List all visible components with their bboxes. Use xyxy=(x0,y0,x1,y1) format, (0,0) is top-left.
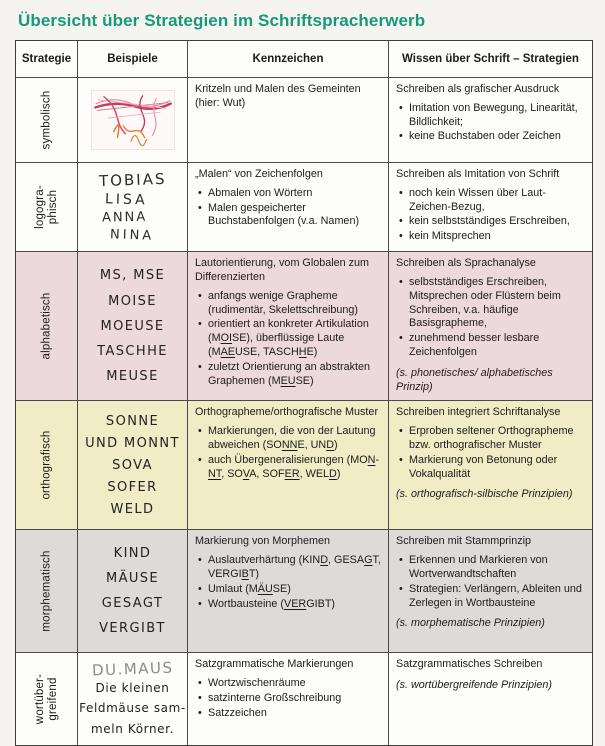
wissen-cell-logographisch xyxy=(389,163,592,252)
example-cell-wortuebergreifend xyxy=(78,653,188,745)
wissen-cell-alphabetisch xyxy=(389,252,592,401)
strategy-line: morphematisch xyxy=(39,550,52,632)
bullet-item: • kein Mitsprechen xyxy=(396,230,585,244)
bullet-item: • kein selbstständiges Erschreiben, xyxy=(396,215,585,229)
cell-heading: Satzgrammatische Markierungen xyxy=(195,658,354,671)
example-word: MS, MSE xyxy=(99,268,166,284)
strategy-line: logogra- xyxy=(33,185,46,229)
table-row-orthografisch xyxy=(16,401,592,530)
cell-heading: „Malen“ von Zeichenfolgen xyxy=(195,168,323,180)
bullet-item: • Umlaut (MÄUSE) xyxy=(195,583,381,597)
bullet-item: • Abmalen von Wörtern xyxy=(195,187,381,201)
bullet-item: • keine Buchstaben oder Zeichen xyxy=(396,130,585,144)
example-word: WELD xyxy=(110,501,155,517)
strategy-line: alphabetisch xyxy=(39,292,52,360)
bullet-item: • Markierungen, die von der Lautung abweichen (SONNE, UND) xyxy=(195,425,381,453)
cell-heading: Orthographeme/orthografische Muster xyxy=(195,406,379,419)
bullet-item: • Malen gespeicherter Buchstabenfolgen (v.a. Namen) xyxy=(195,202,381,230)
header-strategie: Strategie xyxy=(16,41,78,78)
example-word: UND MONNT xyxy=(85,436,180,452)
bullet-item: • Erkennen und Markieren von Wortverwandtschaften xyxy=(396,554,585,582)
example-cell-orthografisch xyxy=(78,401,188,530)
example-word: SOVA xyxy=(112,457,153,473)
table-row-alphabetisch xyxy=(16,252,592,401)
cell-heading: Kritzeln und Malen des Gemeinten (hier: Wut) xyxy=(195,83,361,109)
kennzeichen-cell-wortuebergreifend xyxy=(188,653,389,745)
wissen-cell-morphematisch xyxy=(389,530,592,653)
example-word: SOFER xyxy=(107,479,158,495)
kennzeichen-cell-symbolisch xyxy=(188,78,389,163)
header-beispiele: Beispiele xyxy=(78,41,188,78)
table-row-wortuebergreifend xyxy=(16,653,592,745)
example-word: TASCHHE xyxy=(97,343,168,359)
example-cell-logographisch xyxy=(78,163,188,252)
example-cell-morphematisch xyxy=(78,530,188,653)
example-word: MÄUSE xyxy=(105,571,160,587)
strategy-label-alphabetisch xyxy=(16,252,78,401)
table-header-row xyxy=(16,41,592,78)
bullet-item: • selbstständiges Erschreiben, Mitsprechen oder Flüstern beim Schreiben, v.a. häufige Basisgrapheme, xyxy=(396,276,585,331)
strategy-label-symbolisch xyxy=(16,78,78,163)
table-row-logographisch xyxy=(16,163,592,252)
kennzeichen-cell-morphematisch xyxy=(188,530,389,653)
strategy-label-logographisch xyxy=(16,163,78,252)
bullet-item: • Satzzeichen xyxy=(195,707,381,721)
example-sentence-line: meln Körner. xyxy=(91,721,174,736)
wissen-cell-wortuebergreifend xyxy=(389,653,592,745)
example-sentence-line: Die kleinen xyxy=(95,680,170,695)
strategy-line: wortüber- xyxy=(33,674,46,725)
strategies-table xyxy=(15,40,593,746)
bullet-item: • noch kein Wissen über Laut-Zeichen-Bezug, xyxy=(396,187,585,215)
kennzeichen-cell-orthografisch xyxy=(188,401,389,530)
page-title: Übersicht über Strategien im Schriftspracherwerb xyxy=(18,11,426,30)
cell-heading: Schreiben als Imitation von Schrift xyxy=(396,168,560,180)
cell-heading: Lautorientierung, vom Globalen zum Differenzierten xyxy=(195,257,370,283)
header-wissen: Wissen über Schrift – Strategien xyxy=(389,41,592,78)
bullet-item: • Wortbausteine (VERGIBT) xyxy=(195,598,381,612)
example-word: GESAGT xyxy=(101,596,164,612)
example-word: VERGIBT xyxy=(99,621,166,637)
table-row-symbolisch xyxy=(16,78,592,163)
bullet-item: • anfangs wenige Grapheme (rudimentär, Skelettschreibung) xyxy=(195,290,381,318)
cell-heading: Schreiben integriert Schriftanalyse xyxy=(396,406,561,419)
bullet-item: • Wortzwischenräume xyxy=(195,677,381,691)
kennzeichen-cell-logographisch xyxy=(188,163,389,252)
strategy-line: phisch xyxy=(46,189,59,225)
example-word: KIND xyxy=(113,546,152,562)
example-word: MOISE xyxy=(108,293,157,309)
bullet-item: • auch Übergeneralisierungen (MON-NT, SOVA, SOFER, WELD) xyxy=(195,454,381,482)
strategy-label-morphematisch xyxy=(16,530,78,653)
cell-heading: Satzgrammatisches Schreiben xyxy=(396,658,543,671)
bullet-item: • Erproben seltener Orthographeme bzw. orthografischer Muster xyxy=(396,425,585,453)
principle-note: (s. orthografisch-silbische Prinzipien) xyxy=(396,488,573,501)
bullet-item: • Strategien: Verlängern, Ableiten und Zerlegen in Wortbausteine xyxy=(396,583,585,611)
strategy-line: orthografisch xyxy=(39,430,52,500)
strategy-label-orthografisch xyxy=(16,401,78,530)
example-word: MOEUSE xyxy=(100,318,165,334)
cell-heading: Schreiben als grafischer Ausdruck xyxy=(396,83,560,95)
bullet-item: • satzinterne Großschreibung xyxy=(195,692,381,706)
strategy-line: greifend xyxy=(46,677,59,721)
example-cell-symbolisch xyxy=(78,78,188,163)
wissen-cell-orthografisch xyxy=(389,401,592,530)
kennzeichen-cell-alphabetisch xyxy=(188,252,389,401)
principle-note: (s. phonetisches/ alphabetisches Prinzip) xyxy=(396,366,553,393)
example-sentence-line: Feldmäuse sam- xyxy=(79,701,186,716)
child-handwriting-line: NINA xyxy=(110,226,155,244)
strategy-line: symbolisch xyxy=(39,90,52,150)
child-handwriting-line: LISA xyxy=(104,191,149,209)
crayon-scribble-icon xyxy=(91,90,175,150)
child-handwriting-line: TOBIAS xyxy=(98,170,167,191)
bullet-item: • orientiert an konkreter Artikulation (MOISE), überflüssige Laute (MAEUSE, TASCHHE) xyxy=(195,318,381,359)
child-handwriting-line: DU.MAUS xyxy=(91,658,174,680)
example-word: MEUSE xyxy=(106,369,159,385)
bullet-item: • zuletzt Orientierung an abstrakten Graphemen (MEUSE) xyxy=(195,361,381,389)
scribble-image xyxy=(78,78,187,162)
strategy-label-wortuebergreifend xyxy=(16,653,78,745)
table-row-morphematisch xyxy=(16,530,592,653)
cell-heading: Schreiben als Sprachanalyse xyxy=(396,257,536,270)
bullet-item: • Auslautverhärtung (KIND, GESAGT, VERGIBT) xyxy=(195,554,381,582)
bullet-item: • zunehmend besser lesbare Zeichenfolgen xyxy=(396,332,585,360)
bullet-item: • Imitation von Bewegung, Linearität, Bildlichkeit; xyxy=(396,102,585,130)
header-kennzeichen: Kennzeichen xyxy=(188,41,389,78)
bullet-item: • Markierung von Betonung oder Vokalqualität xyxy=(396,454,585,482)
example-word: SONNE xyxy=(105,414,160,430)
principle-note: (s. morphematische Prinzipien) xyxy=(396,617,545,630)
example-cell-alphabetisch xyxy=(78,252,188,401)
cell-heading: Schreiben mit Stammprinzip xyxy=(396,535,532,548)
wissen-cell-symbolisch xyxy=(389,78,592,163)
child-handwriting-line: ANNA xyxy=(101,209,148,226)
cell-heading: Markierung von Morphemen xyxy=(195,535,331,548)
principle-note: (s. wortübergreifende Prinzipien) xyxy=(396,679,553,692)
